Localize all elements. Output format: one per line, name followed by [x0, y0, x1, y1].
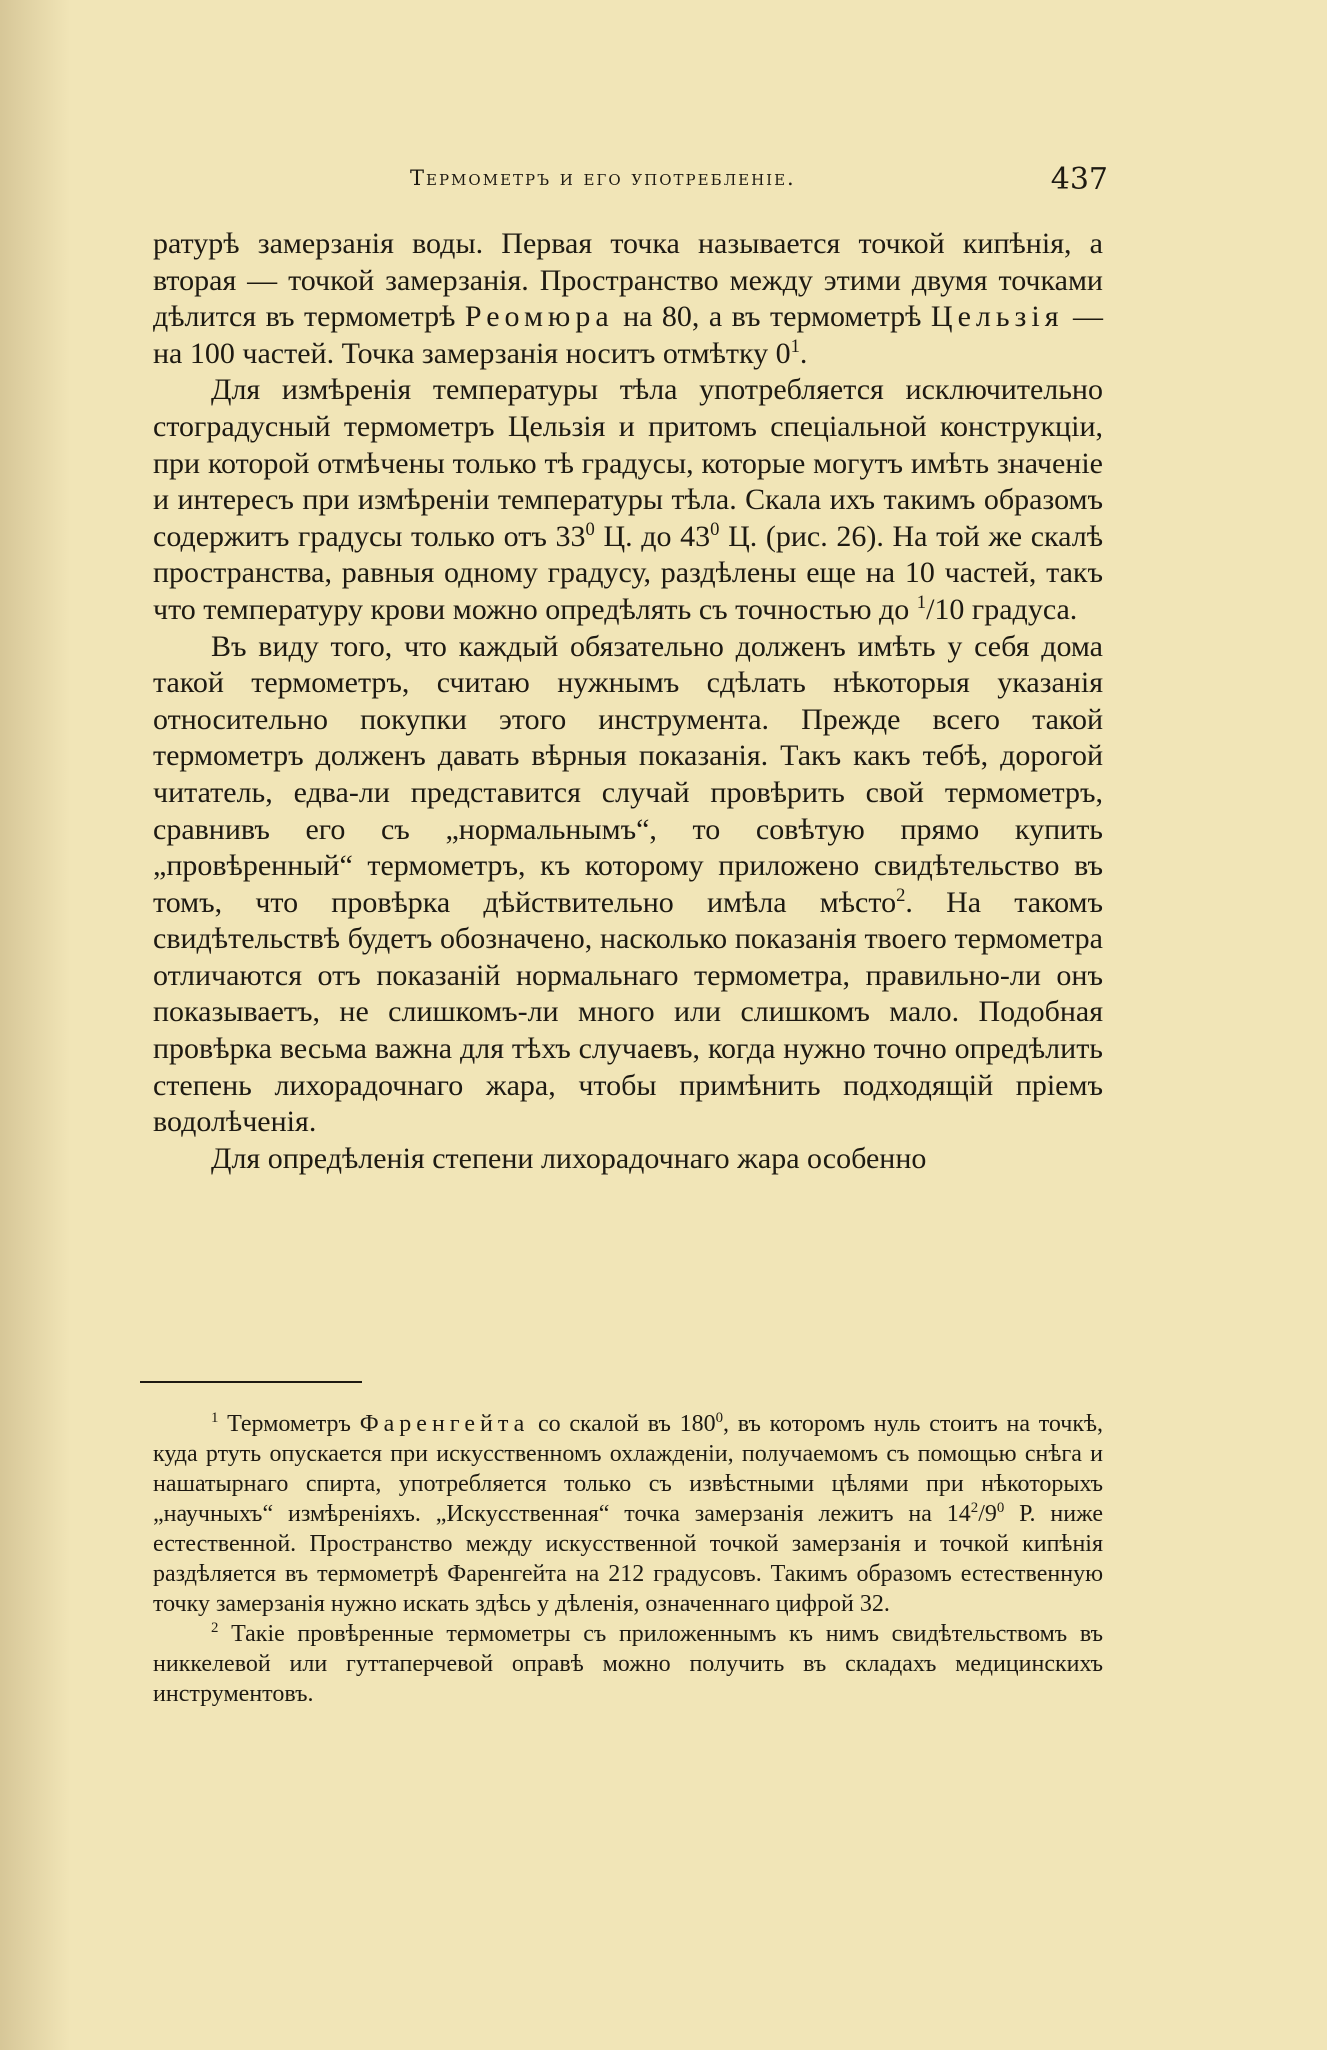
emphasis-fahrenheit: Фаренгейта	[359, 1411, 530, 1437]
fraction-numerator: 2	[970, 1500, 979, 1516]
text-run: на 80, а въ термометрѣ	[613, 300, 931, 334]
footnote-divider	[140, 1381, 362, 1383]
degree-sign: 0	[710, 518, 720, 540]
text-run: Въ виду того, что каждый обязательно долженъ имѣть у себя дома такой термометръ, считаю нужнымъ сдѣлать нѣкоторыя указанія относительно покупки этого инструмента. Прежде всего такой термометръ долженъ давать вѣрныя показанія. Такъ какъ тебѣ, дорогой читатель, едва-ли представится случай провѣрить свой термометръ, сравнивъ его съ „нормальнымъ“, то совѣтую прямо купить „провѣренный“ термометръ, къ которому приложено свидѣтельство въ томъ, что провѣрка дѣйствительно имѣла мѣсто	[153, 629, 1103, 919]
paragraph-1	[153, 226, 1103, 372]
text-run: .	[799, 336, 808, 370]
text-run: /9	[978, 1501, 997, 1527]
text-run: — на 100 частей. Точка замерзанія носитъ отмѣтку 0	[153, 300, 1103, 370]
text-run: . На такомъ свидѣтельствѣ будетъ обозначено, насколько показанія твоего термометра отличаются отъ показаній нормальнаго термометра, правильно-ли онъ показываетъ, не слишкомъ-ли много или слишкомъ мало. Подобная провѣрка весьма важна для тѣхъ случаевъ, когда нужно точно опредѣлить степень лихорадочнаго жара, чтобы примѣнить подходящій пріемъ водолѣченія.	[153, 885, 1103, 1139]
text-run: Ц. (рис. 26). На той же скалѣ пространства, равныя одному градусу, раздѣлены еще на 10 частей, такъ что температуру крови можно опредѣлять съ точностью до	[153, 519, 1104, 626]
footnote-1	[153, 1409, 1103, 1619]
text-run: со скалой въ 180	[529, 1411, 716, 1437]
footnote-mark-1: 1	[211, 1410, 219, 1426]
footnotes	[153, 1409, 1103, 1709]
text-run: , въ которомъ нуль стоитъ на точкѣ, куда ртуть опускается при искусственномъ охлажденіи, получаемомъ съ помощью снѣга и нашатырнаго спирта, употребляется только съ извѣстными цѣлями при нѣкоторыхъ „научныхъ“ измѣреніяхъ. „Искусственная“ точка замерзанія лежитъ на 14	[153, 1411, 1104, 1527]
paragraph-2	[153, 372, 1103, 628]
running-title: Термометръ и его употребленіе.	[410, 166, 796, 190]
text-run: Такіе провѣренные термометры съ приложеннымъ къ нимъ свидѣтельствомъ въ никкелевой или гуттаперчевой оправѣ можно получить въ складахъ медицинскихъ инструментовъ.	[153, 1621, 1103, 1707]
footnote-mark-2: 2	[211, 1620, 219, 1636]
main-text	[153, 226, 1103, 1177]
text-run: Ц. до 43	[594, 519, 711, 553]
degree-sign: 0	[585, 518, 595, 540]
degree-sign: 0	[996, 1500, 1005, 1516]
text-run: /10 градуса.	[926, 592, 1078, 626]
text-run: Термометръ	[218, 1411, 360, 1437]
fraction-numerator: 1	[916, 591, 927, 613]
degree-sign: 0	[715, 1410, 724, 1426]
footnote-2	[153, 1619, 1103, 1709]
text-run: Для измѣренія температуры тѣла употребляется исключительно стоградусный термометръ Цельзія и притомъ спеціальной конструкціи, при которой отмѣчены только тѣ градусы, которые могутъ имѣть значеніе и интересъ при измѣреніи температуры тѣла. Скала ихъ такимъ образомъ содержитъ градусы только отъ 33	[153, 373, 1103, 553]
page-header	[140, 162, 1108, 202]
text-run: ратурѣ замерзанія воды. Первая точка называется точкой кипѣнія, а вторая — точкой замерзанія. Пространство между этими двумя точками дѣлится въ термометрѣ	[153, 227, 1103, 334]
text-run: Р. ниже естественной. Пространство между искусственной точкой замерзанія и точкой кипѣнія раздѣляется въ термометрѣ Фаренгейта на 212 градусовъ. Такимъ образомъ естественную точку замерзанія нужно искать здѣсь у дѣленія, означеннаго цифрой 32.	[153, 1501, 1103, 1617]
footnote-ref-2: 2	[896, 884, 906, 906]
paragraph-4: Для опредѣленія степени лихорадочнаго жара особенно	[211, 1141, 927, 1175]
paragraph-3	[153, 629, 1103, 1141]
emphasis-celsius: Цельзія	[930, 300, 1064, 334]
emphasis-reaumur: Реомюра	[464, 300, 614, 334]
page-number: 437	[1050, 162, 1108, 197]
footnote-ref-1: 1	[790, 335, 800, 357]
